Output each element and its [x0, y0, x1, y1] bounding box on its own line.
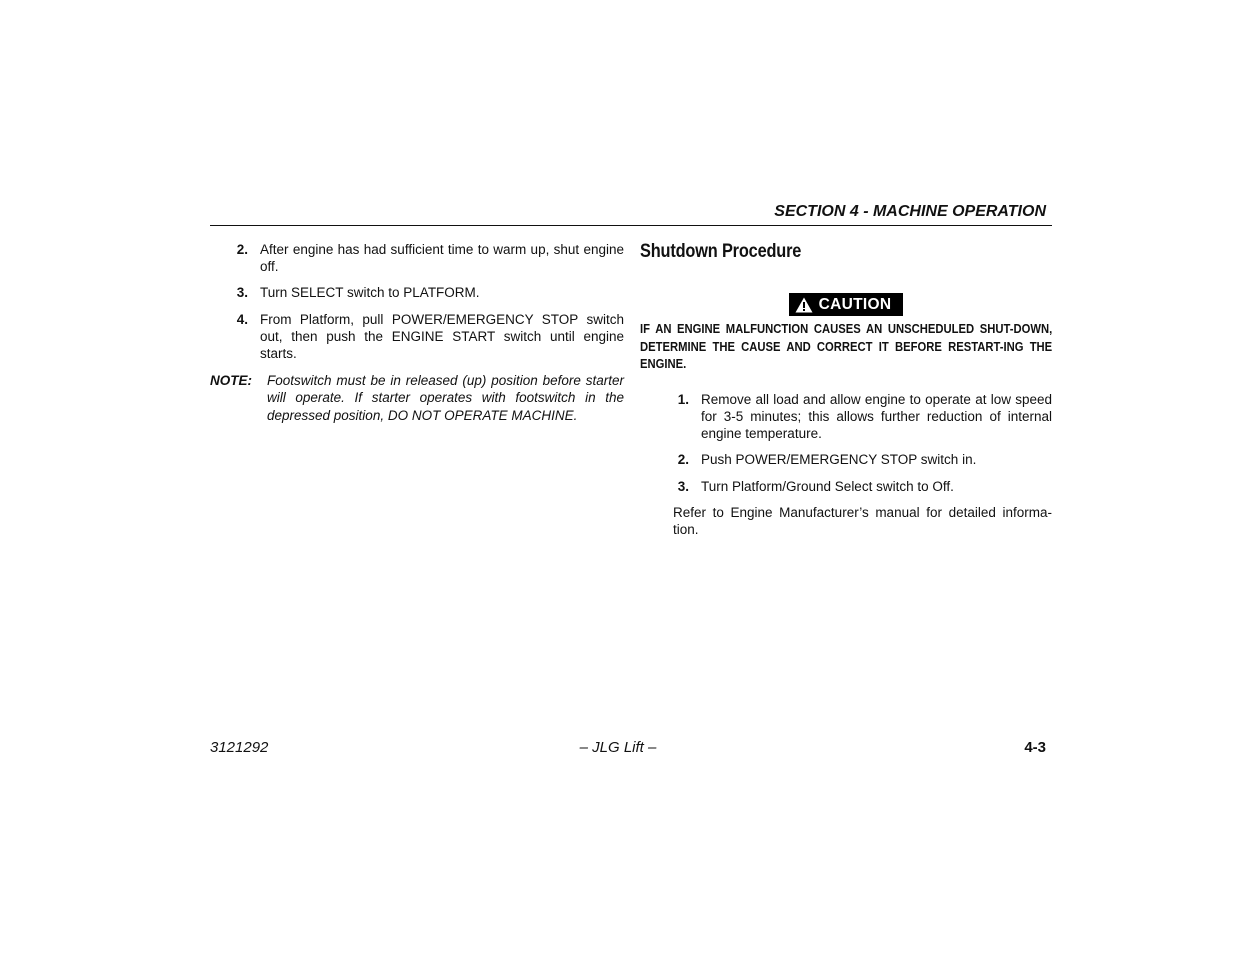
- footer-brand: – JLG Lift –: [579, 739, 657, 756]
- header-rule: [210, 225, 1052, 226]
- step-text: Turn Platform/Ground Select switch to Off.: [701, 478, 954, 494]
- section-header: SECTION 4 - MACHINE OPERATION: [774, 203, 1046, 220]
- step-text: Turn SELECT switch to PLATFORM.: [260, 285, 480, 301]
- procedure-steps: [640, 391, 1052, 495]
- step-number: 2.: [236, 242, 248, 257]
- step-number: 3.: [677, 478, 689, 494]
- right-column: [640, 241, 1052, 538]
- step-number: 1.: [677, 391, 689, 407]
- left-column: [210, 241, 624, 424]
- caution-badge: [789, 293, 904, 316]
- caution-text: IF AN ENGINE MALFUNCTION CAUSES AN UNSCHEDULED SHUT-DOWN, DETERMINE THE CAUSE AND CORRECT IT BEFORE RESTART-ING THE ENGINE.: [640, 322, 1053, 372]
- doc-number: 3121292: [210, 739, 269, 756]
- list-item: [640, 478, 1052, 495]
- note-text: Footswitch must be in released (up) position before starter will operate. If starter operates with footswitch in the depressed position, DO NOT OPERATE MACHINE.: [267, 373, 624, 423]
- list-item: [210, 284, 624, 301]
- list-item: [210, 311, 624, 363]
- step-text: From Platform, pull POWER/EMERGENCY STOP switch out, then push the ENGINE START switch until engine starts.: [260, 311, 624, 362]
- step-number: 3.: [236, 285, 248, 301]
- step-number: 4.: [236, 311, 248, 327]
- list-item: [640, 451, 1052, 468]
- note-block: [210, 372, 624, 424]
- caution-block: [640, 293, 1052, 317]
- step-number: 2.: [677, 452, 689, 468]
- refer-text: Refer to Engine Manufacturer’s manual for detailed informa-tion.: [673, 504, 1052, 537]
- procedure-title: Shutdown Procedure: [640, 241, 802, 262]
- step-text: Push POWER/EMERGENCY STOP switch in.: [701, 452, 977, 468]
- caution-label: CAUTION: [818, 296, 892, 314]
- step-text: Remove all load and allow engine to operate at low speed for 3-5 minutes; this allows further reduction of internal engine temperature.: [701, 391, 1052, 442]
- warning-triangle-icon: [795, 297, 813, 313]
- page-number: 4-3: [1024, 739, 1046, 756]
- list-item: [640, 391, 1052, 443]
- note-label: NOTE:: [210, 373, 252, 389]
- step-text: After engine has had sufficient time to warm up, shut engine off.: [260, 242, 624, 275]
- list-item: [210, 241, 624, 275]
